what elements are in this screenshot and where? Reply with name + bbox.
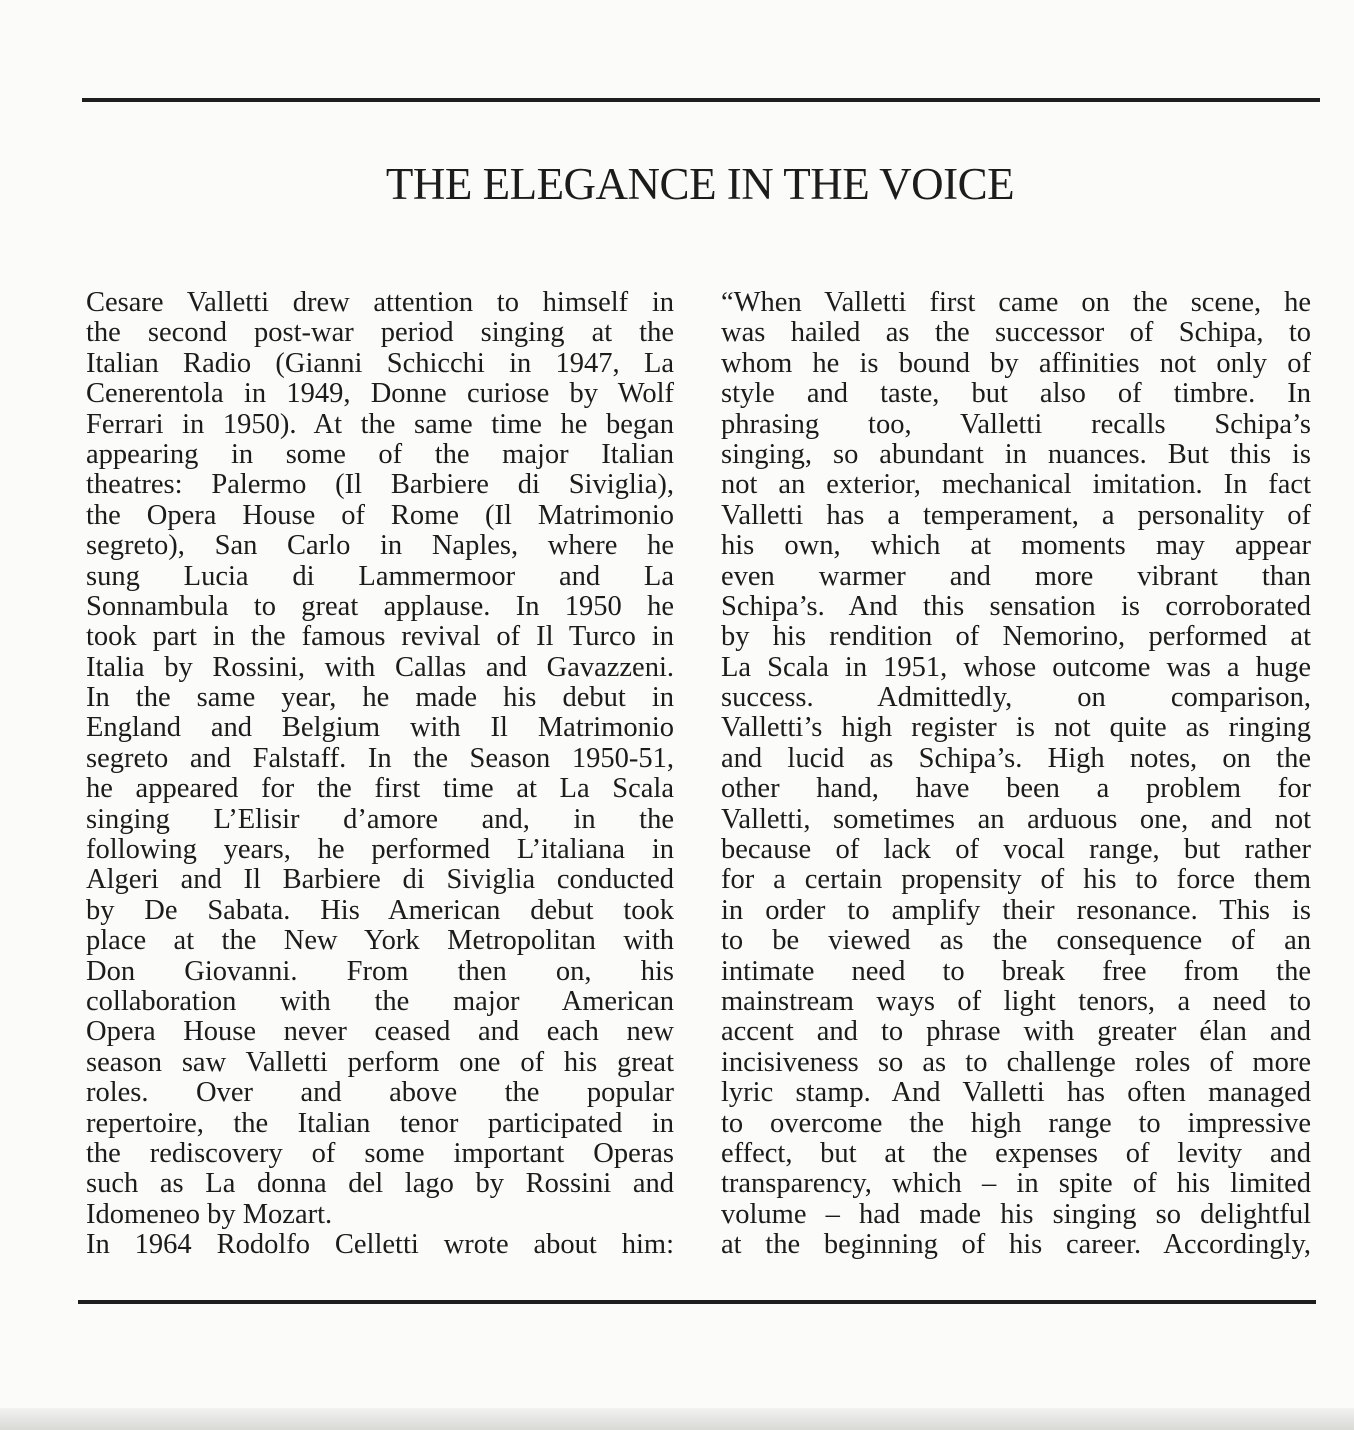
text-line: repertoire, the Italian tenor participated in [86,1108,674,1139]
text-line: In 1964 Rodolfo Celletti wrote about him: [86,1230,674,1261]
text-line: Opera House never ceased and each new [86,1017,674,1048]
text-line: accent and to phrase with greater élan and [721,1017,1311,1048]
text-line: singing L’Elisir d’amore and, in the [86,804,674,835]
text-line: “When Valletti first came on the scene, he [721,288,1311,318]
text-line: Valletti, sometimes an arduous one, and not [721,804,1311,835]
text-line: phrasing too, Valletti recalls Schipa’s [721,409,1311,440]
text-line: by his rendition of Nemorino, performed at [721,622,1311,653]
text-line: the rediscovery of some important Operas [86,1138,674,1169]
text-line: lyric stamp. And Valletti has often managed [721,1078,1311,1109]
text-line: because of lack of vocal range, but rather [721,835,1311,866]
page-title: THE ELEGANCE IN THE VOICE [385,159,1015,209]
text-line: volume – had made his singing so delightful [721,1199,1311,1230]
text-line: transparency, which – in spite of his limited [721,1169,1311,1200]
text-line: such as La donna del lago by Rossini and [86,1169,674,1200]
text-line: roles. Over and above the popular [86,1078,674,1109]
text-line: other hand, have been a problem for [721,774,1311,805]
text-line: Don Giovanni. From then on, his [86,956,674,987]
text-line: collaboration with the major American [86,986,674,1017]
text-line: even warmer and more vibrant than [721,561,1311,592]
text-line: Cesare Valletti drew attention to himself in [86,288,674,318]
text-line: success. Admittedly, on comparison, [721,683,1311,714]
text-line: in order to amplify their resonance. This is [721,895,1311,926]
text-line: Italia by Rossini, with Callas and Gavazzeni. [86,652,674,683]
text-line: Ferrari in 1950). At the same time he began [86,409,674,440]
top-rule [82,98,1320,102]
text-line: segreto), San Carlo in Naples, where he [86,531,674,562]
text-line: La Scala in 1951, whose outcome was a huge [721,652,1311,683]
text-line: Schipa’s. And this sensation is corroborated [721,591,1311,622]
text-line: his own, which at moments may appear [721,531,1311,562]
text-line: sung Lucia di Lammermoor and La [86,561,674,592]
text-line: Italian Radio (Gianni Schicchi in 1947, La [86,348,674,379]
text-line: not an exterior, mechanical imitation. In fact [721,470,1311,501]
text-line: Sonnambula to great applause. In 1950 he [86,591,674,622]
text-line: for a certain propensity of his to force them [721,865,1311,896]
text-line: following years, he performed L’italiana in [86,835,674,866]
text-line: Valletti has a temperament, a personality of [721,500,1311,531]
right-column [721,288,1311,1261]
text-line: to be viewed as the consequence of an [721,926,1311,957]
text-line: the Opera House of Rome (Il Matrimonio [86,500,674,531]
text-line: at the beginning of his career. Accordingly, [721,1230,1311,1261]
text-line: mainstream ways of light tenors, a need to [721,986,1311,1017]
text-line: Idomeneo by Mozart. [86,1199,333,1230]
text-line: the second post-war period singing at the [86,318,674,349]
text-line: segreto and Falstaff. In the Season 1950-51, [86,743,674,774]
text-line: whom he is bound by affinities not only of [721,348,1311,379]
text-line: appearing in some of the major Italian [86,439,674,470]
left-column [86,288,674,1261]
text-line: Cenerentola in 1949, Donne curiose by Wolf [86,379,674,410]
text-line: effect, but at the expenses of levity and [721,1138,1311,1169]
text-line: Algeri and Il Barbiere di Siviglia conducted [86,865,674,896]
text-line: style and taste, but also of timbre. In [721,379,1311,410]
text-line: incisiveness so as to challenge roles of more [721,1047,1311,1078]
text-line: In the same year, he made his debut in [86,683,674,714]
page-edge [0,1408,1354,1430]
text-line: England and Belgium with Il Matrimonio [86,713,674,744]
text-line: place at the New York Metropolitan with [86,926,674,957]
text-line: and lucid as Schipa’s. High notes, on the [721,743,1311,774]
text-line: to overcome the high range to impressive [721,1108,1311,1139]
text-line: intimate need to break free from the [721,956,1311,987]
text-line: theatres: Palermo (Il Barbiere di Siviglia), [86,470,674,501]
text-line: season saw Valletti perform one of his great [86,1047,674,1078]
text-line: singing, so abundant in nuances. But this is [721,439,1311,470]
text-line: took part in the famous revival of Il Turco in [86,622,674,653]
text-line: by De Sabata. His American debut took [86,895,674,926]
text-line: Valletti’s high register is not quite as ringing [721,713,1311,744]
bottom-rule [78,1300,1316,1304]
text-line: was hailed as the successor of Schipa, to [721,318,1311,349]
text-line: he appeared for the first time at La Scala [86,774,674,805]
